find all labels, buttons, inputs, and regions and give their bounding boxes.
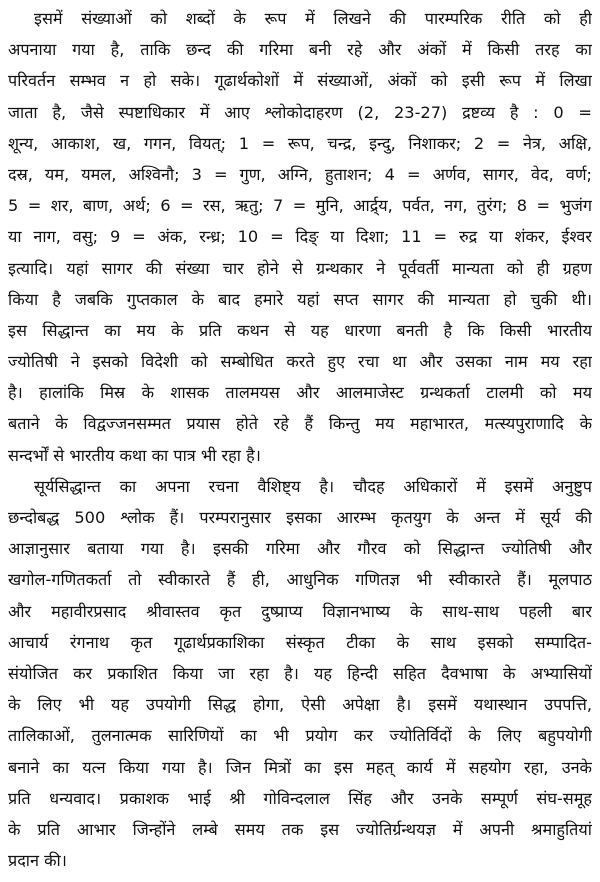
text-line: तालिकाओं, तुलनात्मक सारिणियों का भी प्रयोग कर ज्योतिर्विदों के लिए बहुपयोगी	[8, 726, 592, 746]
text-line: ज्योतिषी ने इसको विदेशी को सम्बोधित करते हुए रचा था और उसका नाम मय रहा	[8, 352, 592, 372]
paragraph-numeral-notation	[8, 3, 592, 471]
text-line: इत्यादि। यहां सागर की संख्या चार होने से ग्रन्थकार ने पूर्ववर्ती मान्यता को ही ग्रहण	[8, 258, 592, 278]
text-line: आचार्य रंगनाथ कृत गूढार्थप्रकाशिका संस्कृत टीका के साथ इसको सम्पादित-	[8, 632, 592, 652]
text-line: शून्य, आकाश, ख, गगन, वियत्; 1 = रूप, चन्द्र, इन्दु, निशाकर; 2 = नेत्र, अक्षि,	[8, 133, 592, 153]
text-line: प्रति धन्यवाद। प्रकाशक भाई श्री गोविन्दलाल सिंह और उनके सम्पूर्ण संघ-समूह	[8, 788, 592, 808]
text-line: 5 = शर, बाण, अर्थ; 6 = रस, ऋतु; 7 = मुनि, आर्द्र्य, पर्वत, नग, तुरंग; 8 = भुजंग	[8, 196, 592, 216]
text-line: बनाने का यत्न किया गया है। जिन मित्रों का इस महत् कार्य में सहयोग रहा, उनके	[8, 757, 592, 777]
paragraph-surya-siddhanta	[8, 471, 592, 876]
text-line: किया है जबकि गुप्तकाल के बाद हमारे यहां सप्त सागर की मान्यता हो चुकी थी।	[8, 289, 592, 309]
text-line: है। हालांकि मिस्र के शासक तालमयस और आलमाजेस्ट ग्रन्थकर्ता टालमी को मय	[8, 383, 592, 403]
text-line: या नाग, वसु; 9 = अंक, रन्ध्र; 10 = दिङ् या दिशा; 11 = रुद्र या शंकर, ईश्वर	[8, 227, 592, 247]
text-line: परिवर्तन सम्भव न हो सके। गूढार्थकोशों में संख्याओं, अंकों को इसी रूप में लिखा	[8, 71, 592, 91]
text-line: और महावीरप्रसाद श्रीवास्तव कृत दुष्प्राप्य विज्ञानभाष्य के साथ-साथ पहली बार	[8, 601, 592, 621]
text-line: अपनाया गया है, ताकि छन्द की गरिमा बनी रहे और अंकों में किसी तरह का	[8, 40, 592, 60]
text-line: सूर्यसिद्धान्त का अपना रचना वैशिष्ट्य है। चौदह अधिकारों में इसमें अनुष्टुप	[34, 476, 592, 496]
text-line: खगोल-गणितकर्ता तो स्वीकारते हैं ही, आधुनिक गणितज्ञ भी स्वीकारते हैं। मूलपाठ	[8, 570, 592, 590]
text-line: के प्रति आभार जिन्होंने लम्बे समय तक इस ज्योतिर्ग्रन्थयज्ञ में अपनी श्रमाहुतियां	[8, 819, 592, 839]
text-line: इसमें संख्याओं को शब्दों के रूप में लिखने की पारम्परिक रीति को ही	[34, 9, 592, 28]
text-line: संयोजित कर प्रकाशित किया जा रहा है। यह हिन्दी सहित दैवभाषा के अभ्यासियों	[8, 663, 592, 683]
text-line: सन्दर्भों से भारतीय कथा का पात्र भी रहा है।	[8, 445, 261, 465]
text-line: जाता है, जैसे स्पष्टाधिकार में आए श्लोकोदाहरण (2, 23-27) द्रष्टव्य है : 0 =	[8, 102, 592, 122]
text-line: छन्दोबद्ध 500 श्लोक हैं। परम्परानुसार इसका आरम्भ कृतयुग के अन्त में सूर्य की	[8, 508, 592, 527]
text-line: के लिए भी यह उपयोगी सिद्ध होगा, ऐसी अपेक्षा है। इसमें यथास्थान उपपत्ति,	[8, 695, 592, 715]
text-line: बताने के विद्वज्जनसम्मत प्रयास होते रहे हैं किन्तु मय महाभारत, मत्स्यपुराणादि के	[8, 414, 592, 434]
text-line: आज्ञानुसार बताया गया है। इसकी गरिमा और गौरव को सिद्धान्त ज्योतिषी और	[8, 539, 592, 559]
text-line: इस सिद्धान्त का मय के प्रति कथन से यह धारणा बनती है कि किसी भारतीय	[8, 320, 592, 340]
text-line: प्रदान की।	[8, 851, 67, 871]
text-line: दस्र, यम, यमल, अश्विनौ; 3 = गुण, अग्नि, हुताशन; 4 = अर्णव, सागर, वेद, वर्ण;	[8, 164, 592, 184]
